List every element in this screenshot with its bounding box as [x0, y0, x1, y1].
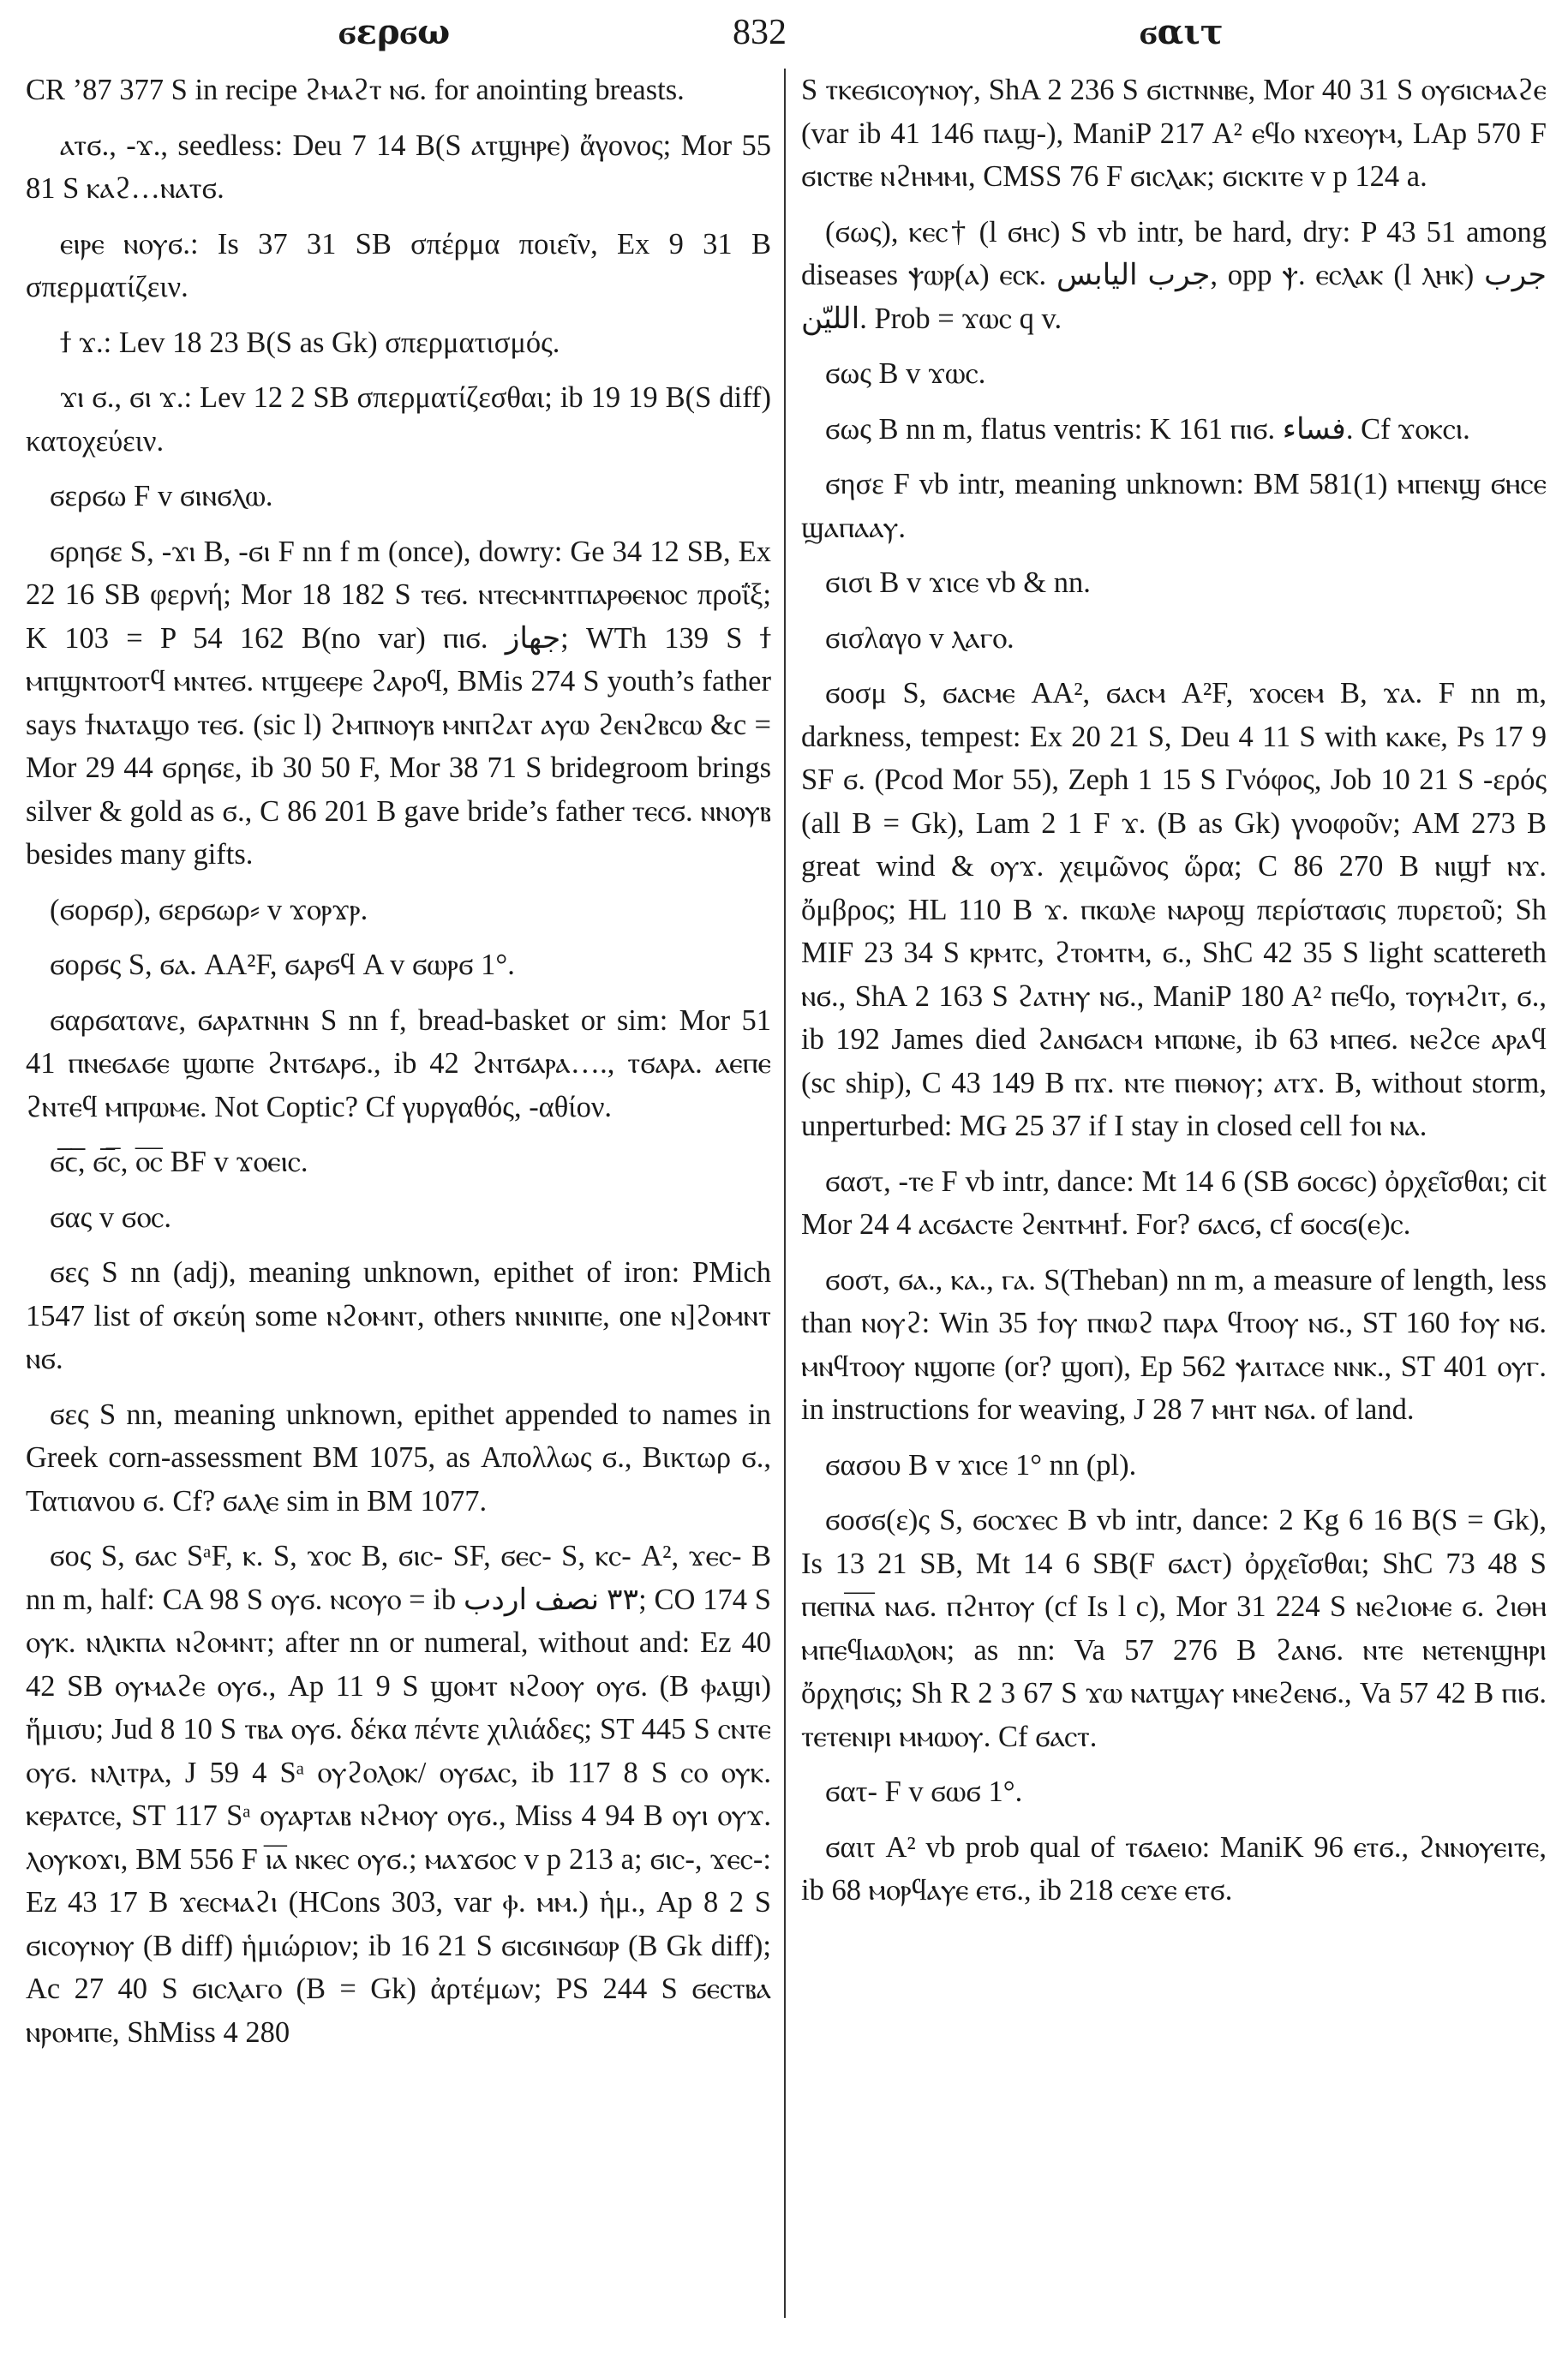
dictionary-entry: ϭας v ϭⲟⲥ. — [50, 1200, 171, 1234]
dictionary-entry: ϭαρϭατανε, ϭⲁⲣⲁⲧⲛⲏⲛ S nn f, bread-basket or sim: Mor 51 41 ⲡⲛⲉϭⲁϭⲉ ϣⲱⲡⲉ ϩⲛⲧϭⲁⲣϭ., ib 42 ϩⲛⲧϭⲁⲣⲁ…., ⲧϭⲁⲣⲁ. ⲁⲉⲡⲉ ϩⲛⲧⲉϥ ⲙⲡⲣⲱⲙⲉ. Not Coptic? Cf γυργαθός, -αθίον. — [26, 1003, 771, 1123]
dictionary-entry: ϭος S, ϭⲁⲥ SᵃF, ⲕ. S, ϫⲟⲥ B, ϭⲓⲥ- SF, ϭⲉⲥ- S, ⲕⲥ- A², ϫⲉⲥ- B nn m, half: CA 98 S ⲟⲩϭ. ⲛⲥⲟⲩⲟ = ib ٣٣ نصف اردب; CO 174 S ⲟⲩⲕ. ⲛⲗⲓⲕⲡⲁ ⲛϩⲟⲙⲛⲧ; after nn or numeral, without and: Ez 40 42 SB ⲟⲩⲙⲁϩⲉ ⲟⲩϭ., Ap 11 9 S ϣⲟⲙⲧ ⲛϩⲟⲟⲩ ⲟⲩϭ. (B ⲫⲁϣⲓ) ἥμισυ; Jud 8 10 S ⲧⲃⲁ ⲟⲩϭ. δέκα πέντε χιλιάδες; ST 445 S ⲥⲛⲧⲉ ⲟⲩϭ. ⲛⲗⲓⲧⲣⲁ, J 59 4 Sᵃ ⲟⲩϩⲟⲗⲟⲕ/ ⲟⲩϭⲁⲥ, ib 117 8 S ⲥⲟ ⲟⲩⲕ. ⲕⲉⲣⲁⲧⲥⲉ, ST 117 Sᵃ ⲟⲩⲁⲣⲧⲁⲃ ⲛϩⲙⲟⲩ ⲟⲩϭ., Miss 4 94 B ⲟⲩⲓ ⲟⲩϫ. ⲗⲟⲩⲕⲟϫⲓ, BM 556 F ⲓ̅ⲁ̅ ⲛⲕⲉⲥ ⲟⲩϭ.; ⲙⲁϫϭⲟⲥ v p 213 a; ϭⲓⲥ-, ϫⲉⲥ-: Ez 43 17 B ϫⲉⲥⲙⲁϩⲓ (HCons 303, var ⲫ. ⲙⲙ.) ἡμ., Ap 8 2 S ϭⲓⲥⲟⲩⲛⲟⲩ (B diff) ἡμιώριον; ib 16 21 S ϭⲓⲥϭⲓⲛϭⲱⲣ (B Gk diff); Ac 27 40 S ϭⲓⲥⲗⲁⲅⲟ (B = Gk) ἀρτέμων; PS 244 S ϭⲉⲥⲧⲃⲁ ⲛⲣⲟⲙⲡⲉ, ShMiss 4 280 — [26, 1540, 771, 2049]
sub-entry: ϯ ϫ.: Lev 18 23 B(S as Gk) σπερματισμός. — [60, 326, 560, 359]
dictionary-entry: ϭατ- F v ϭⲱϭ 1°. — [825, 1775, 1023, 1808]
entry-continuation: S ⲧⲕⲉϭⲓⲥⲟⲩⲛⲟⲩ, ShA 2 236 S ϭⲓⲥⲧⲛⲛⲃⲉ, Mor 40 31 S ⲟⲩϭⲓⲥⲙⲁϩⲉ (var ib 41 146 ⲡⲁϣ-), ManiP 217 A² ⲉϥⲟ ⲛϫⲉⲟⲩⲙ, LAp 570 F ϭⲓⲥⲧⲃⲉ ⲛϩⲏⲙⲙⲓ, CMSS 76 F ϭⲓⲥⲗⲁⲕ; ϭⲓⲥⲕⲓⲧⲉ v p 124 a. — [801, 74, 1547, 193]
dictionary-entry: ϭοστ, ϭⲁ., ⲕⲁ., ⲅⲁ. S(Theban) nn m, a measure of length, less than ⲛⲟⲩϩ: Win 35 ϯⲟⲩ ⲡⲛⲱϩ ⲡⲁⲣⲁ ϥⲧⲟⲟⲩ ⲛϭ., ST 160 ϯⲟⲩ ⲛϭ. ⲙⲛϥⲧⲟⲟⲩ ⲛϣⲟⲡⲉ (or? ϣⲟⲡ), Ep 562 ⲯⲁⲓⲧⲁⲥⲉ ⲛⲛⲕ., ST 401 ⲟⲩⲅ. in instructions for weaving, J 28 7 ⲙⲏⲧ ⲛϭⲁ. of land. — [801, 1263, 1547, 1426]
left-running-headword: ϭερϭω — [338, 12, 451, 52]
dictionary-entry: ϭοσϭ(ε)ς S, ϭⲟⲥϫⲉⲥ B vb intr, dance: 2 Kg 6 16 B(S = Gk), Is 13 21 SB, Mt 14 6 SB(F ϭⲁⲥⲧ) ὀρχεῖσθαι; ShC 73 48 S ⲡⲉⲡⲛ̅ⲁ̅ ⲛⲁϭ. ⲡϩⲏⲧⲟⲩ (cf Is l c), Mor 31 224 S ⲛⲉϩⲓⲟⲙⲉ ϭ. ϩⲓⲑⲏ ⲙⲡⲉϥⲓⲁⲱⲗⲟⲛ; as nn: Va 57 276 B ϩⲁⲛϭ. ⲛⲧⲉ ⲛⲉⲧⲉⲛϣⲏⲣⲓ ὄρχησις; Sh R 2 3 67 S ϫⲱ ⲛⲁⲧϣⲁⲩ ⲙⲛⲉϩⲉⲛϭ., Va 57 42 B ⲡⲓϭ. ⲧⲉⲧⲉⲛⲓⲣⲓ ⲙⲙⲱⲟⲩ. Cf ϭⲁⲥⲧ. — [801, 1504, 1547, 1753]
dictionary-entry: ϭασου B v ϫⲓⲥⲉ 1° nn (pl). — [825, 1448, 1137, 1482]
dictionary-entry: ϭισι B v ϫⲓⲥⲉ vb & nn. — [825, 566, 1091, 599]
dictionary-entry: (ϭως), ⲕⲉⲥ† (l ϭⲏⲥ) S vb intr, be hard, dry: P 43 51 among diseases ⲯⲱⲣ(ⲁ) ⲉⲥⲕ. جرب اليابس, opp ⲯ. ⲉⲥⲗⲁⲕ (l ⲗⲏⲕ) جرب الليّن. Prob = ϫⲱⲥ q v. — [801, 215, 1547, 335]
left-column — [26, 69, 771, 2066]
sub-entry: ϫⲓ ϭ., ϭⲓ ϫ.: Lev 12 2 SB σπερματίζεσθαι; ib 19 19 B(S diff) κατοχεύειν. — [26, 381, 771, 458]
sub-entry: ⲉⲓⲣⲉ ⲛⲟⲩϭ.: Is 37 31 SB σπέρμα ποιεῖν, Ex 9 31 B σπερματίζειν. — [26, 227, 771, 303]
dictionary-entry: ϭερϭω F v ϭⲓⲛϭⲗⲱ. — [50, 480, 273, 512]
dictionary-entry: ϭησε F vb intr, meaning unknown: BM 581(1) ⲙⲡⲉⲛϣ ϭⲏⲥⲉ ϣⲁⲡⲁⲁⲩ. — [801, 468, 1547, 544]
dictionary-entry: ϭως B nn m, flatus ventris: K 161 ⲡⲓϭ. فساء. Cf ϫⲟⲕⲥⲓ. — [825, 412, 1470, 446]
dictionary-entry: ϭες S nn (adj), meaning unknown, epithet of iron: PMich 1547 list of σκεύη some ⲛϩⲟⲙⲛⲧ, others ⲛⲛⲓⲛⲓⲡⲉ, one ⲛ]ϩⲟⲙⲛⲧ ⲛϭ. — [26, 1256, 771, 1375]
page-header — [0, 12, 1568, 63]
entry-continuation: CR ’87 377 S in recipe ϩⲙⲁϩⲧ ⲛϭ. for anointing breasts. — [26, 74, 685, 106]
dictionary-entry: ϭαστ, -ⲧⲉ F vb intr, dance: Mt 14 6 (SB ϭⲟⲥϭⲥ) ὀρχεῖσθαι; cit Mor 24 4 ⲁⲥϭⲁⲥⲧⲉ ϩⲉⲛⲧⲙⲏϯ. For? ϭⲁⲥϭ, cf ϭⲟⲥϭ(ⲉ)ⲥ. — [801, 1165, 1547, 1241]
sub-entry: ⲁⲧϭ., -ϫ., seedless: Deu 7 14 B(S ⲁⲧϣⲏⲣⲉ) ἄγονος; Mor 55 81 S ⲕⲁϩ…ⲛⲁⲧϭ. — [26, 129, 771, 205]
page-number: 832 — [733, 13, 787, 52]
dictionary-entry: ϭαιτ A² vb prob qual of ⲧϭⲁⲉⲓⲟ: ManiK 96 ⲉⲧϭ., ϩⲛⲛⲟⲩⲉⲓⲧⲉ, ib 68 ⲙⲟⲣϥⲁⲩⲉ ⲉⲧϭ., ib 218 ⲥⲉϫⲉ ⲉⲧϭ. — [801, 1830, 1547, 1907]
dictionary-entry: ϭες S nn, meaning unknown, epithet appended to names in Greek corn-assessment BM 1075, as Απολλως ϭ., Βικτωρ ϭ., Τατιανου ϭ. Cf? ϭⲁⲗⲉ sim in BM 1077. — [26, 1398, 771, 1518]
right-column — [801, 69, 1547, 1925]
dictionary-entry: ϭ̅ϲ̅, ϭ̅ⲥ̅, ⲟ̅ⲥ̅ BF v ϫⲟⲉⲓⲥ. — [50, 1146, 308, 1178]
dictionary-entry: ϭοσμ S, ϭⲁⲥⲙⲉ AA², ϭⲁⲥⲙ A²F, ϫⲟⲥⲉⲙ B, ϫⲁ. F nn m, darkness, tempest: Ex 20 21 S, Deu 4 11 S with ⲕⲁⲕⲉ, Ps 17 9 SF ϭ. (Pcod Mor 55), Zeph 1 15 S Γνόφος, Job 10 21 S -ερός (all B = Gk), Lam 2 1 F ϫ. (B as Gk) γνοφοῦν; AM 273 B great wind & ⲟⲩϫ. χειμῶνος ὥρα; C 86 270 B ⲛⲓϣϯ ⲛϫ. ὄμβρος; HL 110 B ϫ. ⲡⲕⲱⲗⲉ ⲛⲁⲣⲟϣ περίστασις πυρετοῦ; Sh MIF 23 34 S ⲕⲣⲙⲧⲥ, ϩⲧⲟⲙⲧⲙ, ϭ., ShC 42 35 S light scattereth ⲛϭ., ShA 2 163 S ϩⲁⲧⲏⲩ ⲛϭ., ManiP 180 A² ⲡⲉϥⲟ, ⲧⲟⲩⲙϩⲓⲧ, ϭ., ib 192 James died ϩⲁⲛϭⲁⲥⲙ ⲙⲡⲱⲛⲉ, ib 63 ⲙⲡⲉϭ. ⲛⲉϩⲥⲉ ⲁⲣⲁϥ (sc ship), C 43 149 B ⲡϫ. ⲛⲧⲉ ⲡⲓⲑⲛⲟⲩ; ⲁⲧϫ. B, without storm, unperturbed: MG 25 37 if I stay in closed cell ϯⲟⲓ ⲛⲁ. — [801, 677, 1547, 1142]
dictionary-entry: ϭως B v ϫⲱⲥ. — [825, 357, 986, 390]
column-divider — [784, 69, 786, 2318]
dictionary-entry: ϭρηϭε S, -ϫⲓ B, -ϭⲓ F nn f m (once), dowry: Ge 34 12 SB, Ex 22 16 SB φερνή; Mor 18 182 S ⲧⲉϭ. ⲛⲧⲉⲥⲙⲛⲧⲡⲁⲣⲑⲉⲛⲟⲥ προΐξ; K 103 = P 54 162 B(no var) ⲡⲓϭ. جهاز; WTh 139 S ϯ ⲙⲡϣⲛⲧⲟⲟⲧϥ ⲙⲛⲧⲉϭ. ⲛⲧϣⲉⲉⲣⲉ ϩⲁⲣⲟϥ, BMis 274 S youth’s father says ϯⲛⲁⲧⲁϣⲟ ⲧⲉϭ. (sic l) ϩⲙⲡⲛⲟⲩⲃ ⲙⲛⲡϩⲁⲧ ⲁⲩⲱ ϩⲉⲛϩⲃⲥⲱ &c = Mor 29 44 ϭρηϭε, ib 30 50 F, Mor 38 71 S bridegroom brings silver & gold as ϭ., C 86 201 B gave bride’s father ⲧⲉⲥϭ. ⲛⲛⲟⲩⲃ besides many gifts. — [26, 535, 771, 871]
dictionary-entry: ϭισλαγο v ⲗⲁⲅⲟ. — [825, 621, 1014, 655]
right-running-headword: ϭαιτ — [1140, 12, 1224, 52]
dictionary-entry: (ϭορϭρ), ϭερϭωρ⸗ v ϫⲟⲣϫⲣ. — [50, 893, 368, 926]
dictionary-entry: ϭορϭς S, ϭⲁ. AA²F, ϭⲁⲣϭϥ A v ϭⲱⲣϭ 1°. — [50, 949, 515, 981]
